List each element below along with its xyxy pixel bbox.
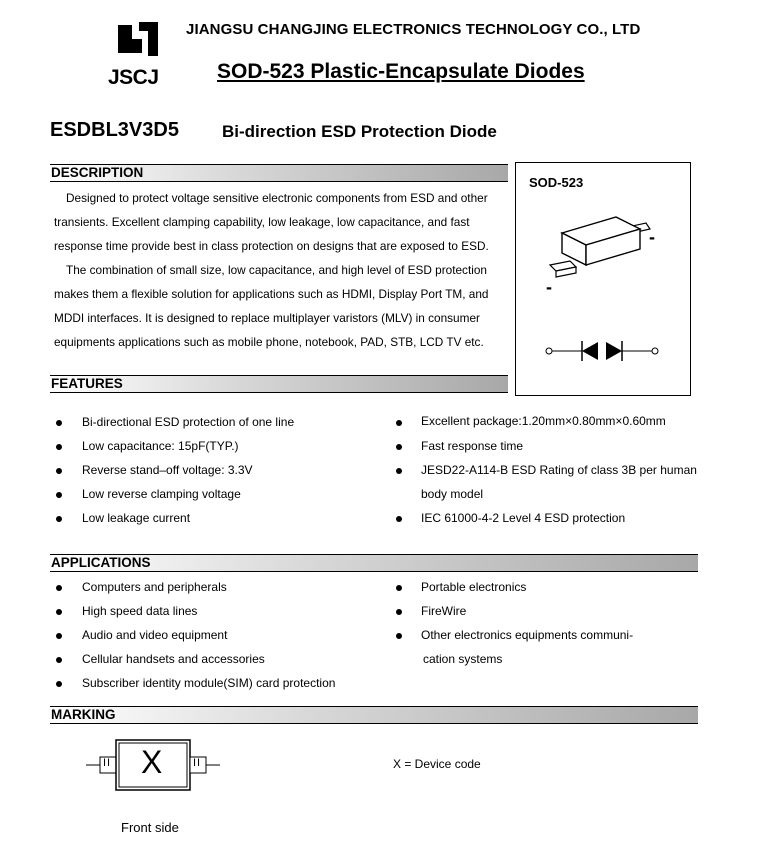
bullet: [396, 609, 402, 615]
bullet: [56, 420, 62, 426]
part-subtitle: Bi-direction ESD Protection Diode: [222, 122, 497, 141]
description-line: transients. Excellent clamping capability, low leakage, low capacitance, and fast: [54, 215, 470, 229]
list-item: Low capacitance: 15pF(TYP.): [82, 439, 239, 453]
bullet: [396, 633, 402, 639]
logo-text: JSCJ: [108, 66, 159, 89]
description-text: [54, 186, 489, 354]
bullet: [56, 444, 62, 450]
package-drawing: [536, 203, 676, 293]
company-name: JIANGSU CHANGJING ELECTRONICS TECHNOLOGY CO., LTD: [186, 21, 641, 38]
list-item: Reverse stand–off voltage: 3.3V: [82, 463, 253, 477]
list-item: Other electronics equipments communi-: [421, 628, 634, 642]
list-item: Computers and peripherals: [82, 580, 227, 594]
package-outline-box: [515, 162, 691, 396]
description-line: equipments applications such as mobile phone, notebook, PAD, STB, LCD TV etc.: [54, 335, 484, 349]
applications-heading: APPLICATIONS: [50, 554, 698, 572]
list-item-continued: cation systems: [423, 652, 503, 666]
features-heading: FEATURES: [50, 375, 508, 393]
part-number: ESDBL3V3D5: [50, 119, 179, 141]
list-item: Low reverse clamping voltage: [82, 487, 241, 501]
list-item: FireWire: [421, 604, 467, 618]
bullet: [396, 420, 402, 426]
company-logo: [118, 20, 162, 66]
package-label: SOD-523: [529, 175, 584, 190]
list-item-continued: body model: [421, 487, 484, 501]
bullet: [56, 609, 62, 615]
list-item: High speed data lines: [82, 604, 198, 618]
marking-pin-left: II: [103, 757, 112, 769]
description-line: The combination of small size, low capacitance, and high level of ESD protection: [66, 263, 487, 277]
device-code-legend: X = Device code: [393, 757, 481, 771]
bullet: [396, 444, 402, 450]
marking-heading: MARKING: [50, 706, 698, 724]
list-item: Excellent package:1.20mm×0.80mm×0.60mm: [421, 414, 666, 428]
list-item: IEC 61000-4-2 Level 4 ESD protection: [421, 511, 626, 525]
bullet: [56, 657, 62, 663]
list-item: Fast response time: [421, 439, 524, 453]
list-item: JESD22-A114-B ESD Rating of class 3B per human: [421, 463, 697, 477]
bullet: [56, 468, 62, 474]
bullet: [56, 633, 62, 639]
bullet: [396, 468, 402, 474]
document-title: SOD-523 Plastic-Encapsulate Diodes: [217, 60, 585, 83]
bullet: [56, 492, 62, 498]
bullet: [396, 585, 402, 591]
description-line: makes them a flexible solution for applications such as HDMI, Display Port TM, and: [54, 287, 489, 301]
bullet: [56, 516, 62, 522]
list-item: Cellular handsets and accessories: [82, 652, 265, 666]
marking-caption: Front side: [121, 820, 179, 835]
marking-pin-right: II: [193, 757, 202, 769]
description-line: Designed to protect voltage sensitive electronic components from ESD and other: [66, 191, 488, 205]
bullet: [56, 585, 62, 591]
package-pin-mark-right: -: [649, 227, 655, 247]
bidirectional-diode-symbol: [544, 339, 664, 363]
description-heading: DESCRIPTION: [50, 164, 508, 182]
list-item: Subscriber identity module(SIM) card protection: [82, 676, 336, 690]
list-item: Audio and video equipment: [82, 628, 228, 642]
package-pin-mark-left: -: [546, 277, 552, 297]
list-item: Low leakage current: [82, 511, 191, 525]
list-item: Bi-directional ESD protection of one line: [82, 415, 295, 429]
description-line: MDDI interfaces. It is designed to replace multiplayer varistors (MLV) in consumer: [54, 311, 480, 325]
description-line: response time provide best in class protection on designs that are exposed to ESD.: [54, 239, 489, 253]
device-code-symbol: X: [141, 744, 163, 780]
bullet: [56, 681, 62, 687]
bullet: [396, 516, 402, 522]
list-item: Portable electronics: [421, 580, 527, 594]
